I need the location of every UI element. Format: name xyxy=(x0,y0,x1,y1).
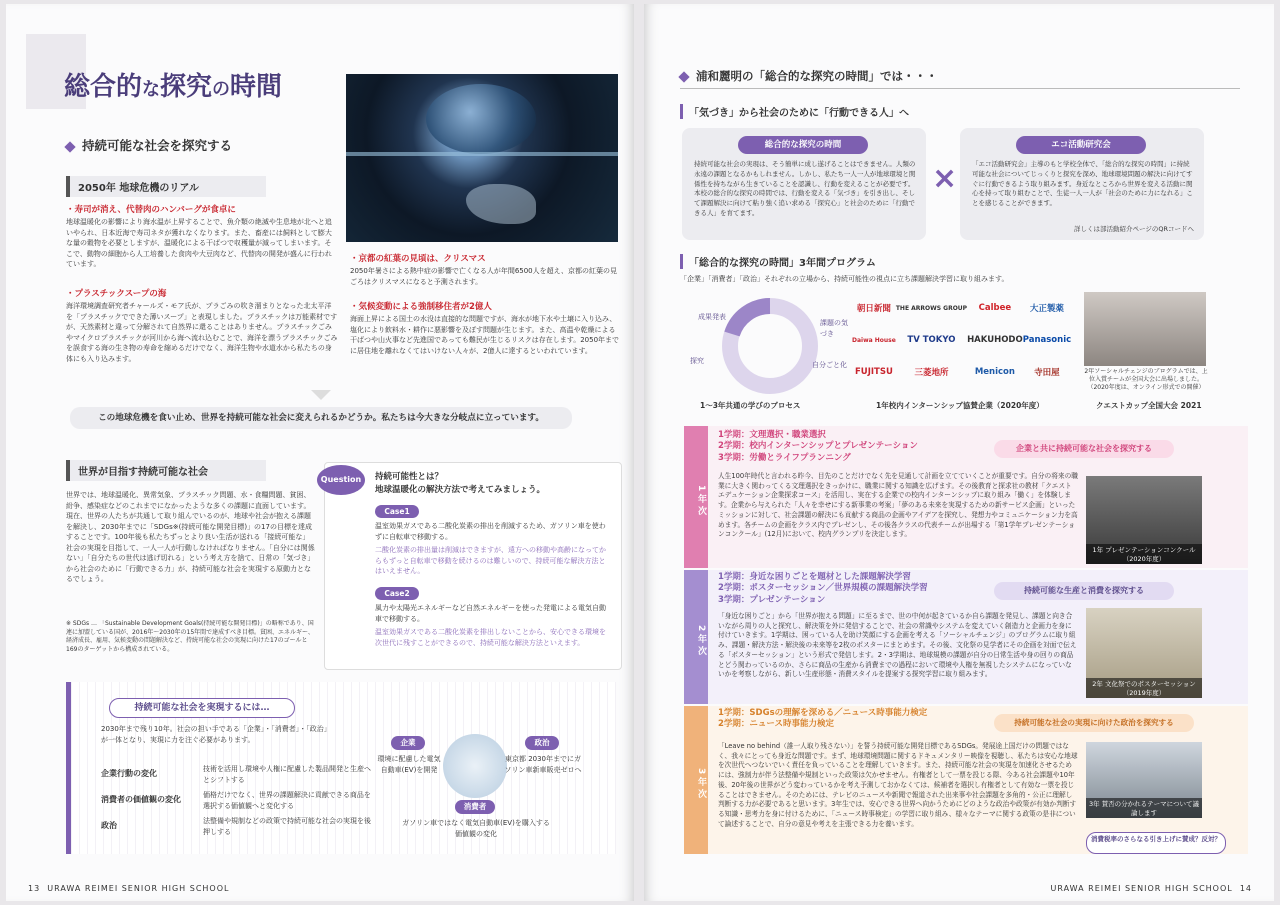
eco-box xyxy=(960,128,1204,240)
plastic-text: 海洋環境調査研究者チャールズ・モア氏が、プラごみの吹き溜まりとなった北太平洋を「プラスチックでできた薄いスープ」と表現しました。プラスチックは万能素材ですが、天然素材と違って分解されて自然界に還ることはありません。プラスチックごみやマイクロプラスチックが河川から海へ流れ込むことで、海洋を漂うプラスチックごみを誤食する海の生き物の寿命を縮めるだけでなく、海洋生物や水道水から私たちの身体にも入り込みます。 xyxy=(66,302,338,363)
sponsor-logo: Daiwa House xyxy=(852,336,896,344)
case2-eval: 温室効果ガスである二酸化炭素を排出しないことから、安心できる環境を次世代に残すことができるので、持続可能な解決方法といえます。 xyxy=(375,628,606,647)
eco-box-note: 詳しくは部活動紹介ページのQRコードへ xyxy=(1073,225,1194,233)
sushi-text: 地球温暖化の影響により海水温が上昇することで、魚介類の絶滅や生息地が北へと追いやられ、日本近海で寿司ネタが獲れなくなります。また、畜産には飼料として膨大な量の穀物を必要としますが、温暖化による干ばつで収穫量が減ってしまいます。そこで、動物の細胞から人工培養した食肉や大豆肉など、代替肉の開発が盛んに行われています。 xyxy=(66,218,332,268)
diamond-icon xyxy=(678,71,689,82)
sdgs-note: ※ SDGs … 「Sustainable Development Goals(持続可能な開発目標)」の略称であり、国連に加盟している国が、2016年～2030年の15年間で達成すべき目標。貧困、エネルギー、経済成長、雇用、気候変動の問題解決など、持続可能な社会の実現に向けた17のゴールと169のターゲットから構成されている。 xyxy=(66,620,314,654)
eco-box-title: エコ活動研究会 xyxy=(1016,136,1146,154)
year1-photo: 1年 プレゼンテーションコンクール（2020年度） xyxy=(1086,476,1202,564)
y1-term: 1学期：文理選択・職業選択 xyxy=(718,430,826,440)
sponsor-logo: Panasonic xyxy=(1022,335,1072,345)
sponsor-logos xyxy=(852,292,1070,390)
footer-right: URAWA REIMEI SENIOR HIGH SCHOOL 14 xyxy=(1050,884,1252,893)
crisis-heading: 2050年 地球危機のリアル xyxy=(66,176,266,197)
case1-text: 温室効果ガスである二酸化炭素の排出を削減するため、ガソリン車を使わずに自転車で移動する。 xyxy=(375,522,606,541)
right-header: 浦和麗明の「総合的な探究の時間」では・・・ xyxy=(680,68,938,84)
year2-text: 「身近な困りごと」から「世界が抱える問題」に至るまで、世の中何が起きているか自ら課題を発見し、課題と向き合いながら周りの人と探究し、解決策を外に発信することで、社会の常識やシステムを変えていく創造力と企画力を身に付けていきます。1学期は、困っている人を助け笑顔にする企画を考える「ソーシャルチェンジ」のプログラムに取り組み、課題・解決方法・解決後の未来等を2枚のポスターにまとめます。その後、文化祭の見学者にその企画を対面で伝える「ポスターセッション」という形式で発信します。2・3学期は、地球規模の課題が自分の日常生活や身の回りの商品とどう関わっているのか、さらに商品の生産から消費までの過程において環境や人権を無視したシステムになっていないかを考察しながら、新しい生産形態・消費スタイルを提案する探究学習に取り組みます。 xyxy=(718,612,1077,679)
down-arrow-icon xyxy=(311,390,331,400)
r1-key: 企業行動の変化 xyxy=(101,769,157,778)
world-text: 世界では、地球温暖化、異常気象、プラスチック問題、水・食糧問題、貧困、紛争、感染症などのこれまでになかったような多くの課題に直面しています。現在、世界の人たちが共通して取り組んでいるのが、地球や社会が抱える課題を解決し、2030年までに「SDGs※(持続可能な開発目標)」の17の目標を達成することです。100年後も私たちずっとより良い生活が送れる「接続可能な」社会の実現を目指して、一人一人が行動しなければなりません。「自分には関係ない」「自分たちの世代は逃げ切れる」という考え方を捨て、日常の「気づき」から社会のために「行動できる力」が、持続可能な社会を実現する原動力となるでしょう。 xyxy=(66,491,315,583)
realize-title: 持続可能な社会を実現するには… xyxy=(109,698,295,718)
r3-val: 法整備や規制などの政策で持続可能な社会の実現を後押しする xyxy=(203,817,371,836)
corp-text: 環境に配慮した電気自動車(EV)を開発 xyxy=(377,755,441,774)
cross-icon: × xyxy=(932,161,958,196)
sponsor-logo: THE ARROWS GROUP xyxy=(895,304,968,312)
corp-tag: 企業 xyxy=(391,736,425,750)
footer-left: 13 URAWA REIMEI SENIOR HIGH SCHOOL xyxy=(28,884,230,893)
year1-text: 人生100年時代と言われる昨今、目先のことだけでなく先を見通して計画を立てていくことが重要です。自分の将来の職業に大きく関わってくる文理選択をきっかけに、職業に関する知識を広げます。その後教育と探求社の教材「クエストエデュケーション企業探求コース」を活用し、実在する企業での校内インターンシップに取り組み「働く」を体験します。企業から与えられた「人々を幸せにする新事業の考案」「夢のある未来を実現するための新サービス企画」といったミッションに対して、社会課題の解決にも貢献する商品の企画やアイデアを探究し、発想力やコミュニケーション力を高めます。各チームの企画をクラス内でプレゼンし、その後各クラスの代表チームが出場する「第1学年プレゼンテーションコンクール」(12月)において、校内グランプリを決定します。 xyxy=(718,472,1078,539)
cycle-ring xyxy=(680,294,860,404)
year3-terms xyxy=(718,708,927,731)
left-page xyxy=(6,4,634,901)
year3-tag: 3年次 xyxy=(684,706,708,854)
case2-text: 風力や太陽光エネルギーなど自然エネルギーを使った発電による電気自動車で移動する。 xyxy=(375,604,606,623)
case2-tag: Case2 xyxy=(375,587,419,600)
cycle-a: 成果発表 xyxy=(698,313,726,321)
y2-term: 3学期：プレゼンテーション xyxy=(718,594,826,605)
r2-val: 価格だけでなく、世界の課題解決に貢献できる商品を選択する価値観へと変化する xyxy=(203,791,371,810)
r3-key: 政治 xyxy=(101,821,117,830)
cycle-d: 自分ごと化 xyxy=(812,361,847,369)
sub-heading-2: 「総合的な探究の時間」3年間プログラム xyxy=(680,254,876,269)
sponsor-logo: HAKUHODO xyxy=(967,335,1023,345)
page-title: 総合的な探究の時間 xyxy=(64,72,283,102)
cycle-caption: 1～3年共通の学びのプロセス xyxy=(700,401,801,410)
sponsor-logo: Menicon xyxy=(974,367,1015,377)
program-box-title: 総合的な探究の時間 xyxy=(738,136,868,154)
program-box-text: 持続可能な社会の実現は、そう簡単に成し遂げることはできません。人類の永遠の課題となるかもしれません。しかし、私たち一人一人が地球環境と関係性を持ちながら生きていることを認識し、行動を変えることが必要です。本校の総合的な探究の時間では、行動を変える「気づき」を引き出し、そして課題解決に向けて粘り強く追い求める「探究心」と社会のために「行動できる人」を育てます。 xyxy=(694,160,916,217)
cons-text: ガソリン車ではなく電気自動車(EV)を購入する価値観の変化 xyxy=(402,819,550,838)
realize-box xyxy=(66,682,616,854)
y3-term: 2学期：ニュース時事能力検定 xyxy=(718,719,834,730)
callout-banner: この地球危機を食い止め、世界を持続可能な社会に変えられるかどうか。私たちは今大きな分岐点に立っています。 xyxy=(70,407,572,429)
eco-box-text: 「エコ活動研究会」主導のもと学校全体で、「総合的な探究の時間」に持続可能な社会についてじっくりと探究を深め、地球環境問題の解決に向けてすぐに行動できるよう取り組みます。身近なところから世界を変える活動に関心を持って取り組むことで、生徒一人一人が「社会のために力になれる」ことを感じることができます。 xyxy=(972,160,1193,207)
r1-val: 技術を活用し環境や人権に配慮した製品開発と生産へとシフトする xyxy=(203,765,371,784)
cycle-diagram xyxy=(680,294,860,414)
year3-photo: 3年 賛否の分かれるテーマについて議論します xyxy=(1086,742,1202,818)
world-heading: 世界が目指す持続可能な社会 xyxy=(66,460,266,481)
migrant-label: ・気候変動による強制移住者が2億人 xyxy=(350,302,492,312)
cycle-b: 課題の気づき xyxy=(820,319,848,338)
program-intro: 「企業」「消費者」「政治」それぞれの立場から、持続可能性の視点に立ち課題解決学習に取り組みます。 xyxy=(680,275,1009,283)
y1-term: 3学期：労働とライフプランニング xyxy=(718,452,851,463)
divider xyxy=(680,88,1240,89)
quest-photo xyxy=(1084,292,1206,366)
year1-theme: 企業と共に持続可能な社会を探究する xyxy=(994,440,1174,458)
cons-tag: 消費者 xyxy=(455,800,495,814)
year2-terms xyxy=(718,572,928,606)
r2-key: 消費者の価値観の変化 xyxy=(101,795,181,804)
gov-text: 東京都 2030年までにガソリン車新車販売ゼロへ xyxy=(504,755,582,774)
right-page xyxy=(644,4,1274,901)
ocean-globe-image xyxy=(346,74,618,242)
y1-term: 2学期：校内インターンシップとプレゼンテーション xyxy=(718,441,918,452)
sponsor-logo: Calbee xyxy=(978,303,1012,313)
sponsor-logo: 大正製薬 xyxy=(1029,304,1064,314)
sponsor-logo: FUJITSU xyxy=(854,367,893,377)
year3-theme: 持続可能な社会の実現に向けた政治を探究する xyxy=(994,714,1194,732)
migrant-text: 海面上昇による国土の水没は直接的な問題ですが、海水が地下水や土壌に入り込み、塩化により飲料水・耕作に悪影響を及ぼす問題が生じます。また、高温や乾燥による干ばつや山火事など先進国であっても難民が生じるリスクは存在します。2050年までに居住地を離れなくてはいけない人々が、2億人に達するといわれています。 xyxy=(350,315,620,355)
year2-photo: 2年 文化祭でのポスターセッション（2019年度） xyxy=(1086,608,1202,698)
case1-tag: Case1 xyxy=(375,505,419,518)
sponsor-logo: TV TOKYO xyxy=(907,335,956,345)
year1-terms xyxy=(718,430,918,464)
question-box xyxy=(320,462,622,670)
diamond-icon xyxy=(64,141,75,152)
kyoto-text: 2050年暑さによる熱中症の影響で亡くなる人が年間6500人を超え、京都の紅葉の見ごろはクリスマスになると予測されます。 xyxy=(350,267,618,286)
plastic-label: ・プラスチックスープの海 xyxy=(66,289,167,299)
section-heading: 持続可能な社会を探究する xyxy=(66,136,232,154)
sponsor-logo: 三菱地所 xyxy=(914,368,949,378)
year3-text: 「Leave no behind（誰一人取り残さない）」を誓う持続可能な開発目標であるSDGs。発展途上国だけの問題ではなく、我々にとっても身近な問題です。まず、地球環境問題に関するドキュメンタリー映像を視聴し、私たちは安心な地球を次世代へつないでいく責任を負っていることを理解していきます。また、持続可能な社会の実現を加速化させるためには、強制力が伴う法整備や規制といった政策は欠かせません。有権者として一票を投じる際、今ある社会課題や10年後、20年後の世界がどう変わっているかを考え予測しておかなくては、候補者を選択し有権者として有効な一票を投じることはできません。そのためには、テレビのニュースや新聞で報道された出来事や社会課題を多角的・公正に理解し判断する力が必要であると思います。3年生では、安心できる世界へ向かうためにどのような政治や政策が有効か判断する知識・思考力を身に付けるために、「ニュース時事検定」の学習に取り組み、様々なテーマに関する政策の是非について論述することで、自分の意見や考えを主張できる力を養います。 xyxy=(718,742,1078,828)
case1-eval: 二酸化炭素の排出量は削減はできますが、遠方への移動や高齢になってからもずっと自転車で移動を続けるのは難しいので、持続可能な解決方法とはいえません。 xyxy=(375,546,606,575)
logos-caption: 1年校内インターンシップ協賛企業（2020年度） xyxy=(876,401,1044,410)
year3-bubble: 消費税率のさらなる引き上げに賛成？反対？ xyxy=(1086,832,1226,854)
quest-note: 2年ソーシャルチェンジのプログラムでは、上位入賞チームが全国大会に出場しました。（2020年度は、オンライン形式での開催） xyxy=(1084,368,1208,392)
sponsor-logo: 寺田屋 xyxy=(1034,368,1060,378)
year2-theme: 持続可能な生産と消費を探究する xyxy=(994,582,1174,600)
y2-term: 1学期：身近な困りごとを題材とした課題解決学習 xyxy=(718,572,911,582)
ev-charger-image xyxy=(443,734,507,798)
sushi-label: ・寿司が消え、代替肉のハンバーグが食卓に xyxy=(66,205,236,215)
y2-term: 2学期：ポスターセッション／世界規模の課題解決学習 xyxy=(718,583,928,594)
kyoto-label: ・京都の紅葉の見頃は、クリスマス xyxy=(350,254,486,264)
gov-tag: 政治 xyxy=(525,736,559,750)
sponsor-logo: 朝日新聞 xyxy=(856,304,891,314)
quest-caption: クエストカップ全国大会 2021 xyxy=(1096,401,1202,410)
year1-tag: 1年次 xyxy=(684,426,708,568)
sub-heading-1: 「気づき」から社会のために「行動できる人」へ xyxy=(680,104,909,119)
question-tag: Question xyxy=(317,465,365,495)
cycle-c: 探究 xyxy=(690,357,704,365)
y3-term: 1学期：SDGsの理解を深める／ニュース時事能力検定 xyxy=(718,708,928,718)
program-box xyxy=(682,128,926,240)
realize-intro: 2030年まで残り10年。社会の担い手である「企業」・「消費者」・「政治」が一体となり、実現に力を注ぐ必要があります。 xyxy=(101,725,331,744)
year2-tag: 2年次 xyxy=(684,570,708,704)
question-title: 持続可能性とは？ 地球温暖化の解決方法で考えてみましょう。 xyxy=(375,472,546,495)
